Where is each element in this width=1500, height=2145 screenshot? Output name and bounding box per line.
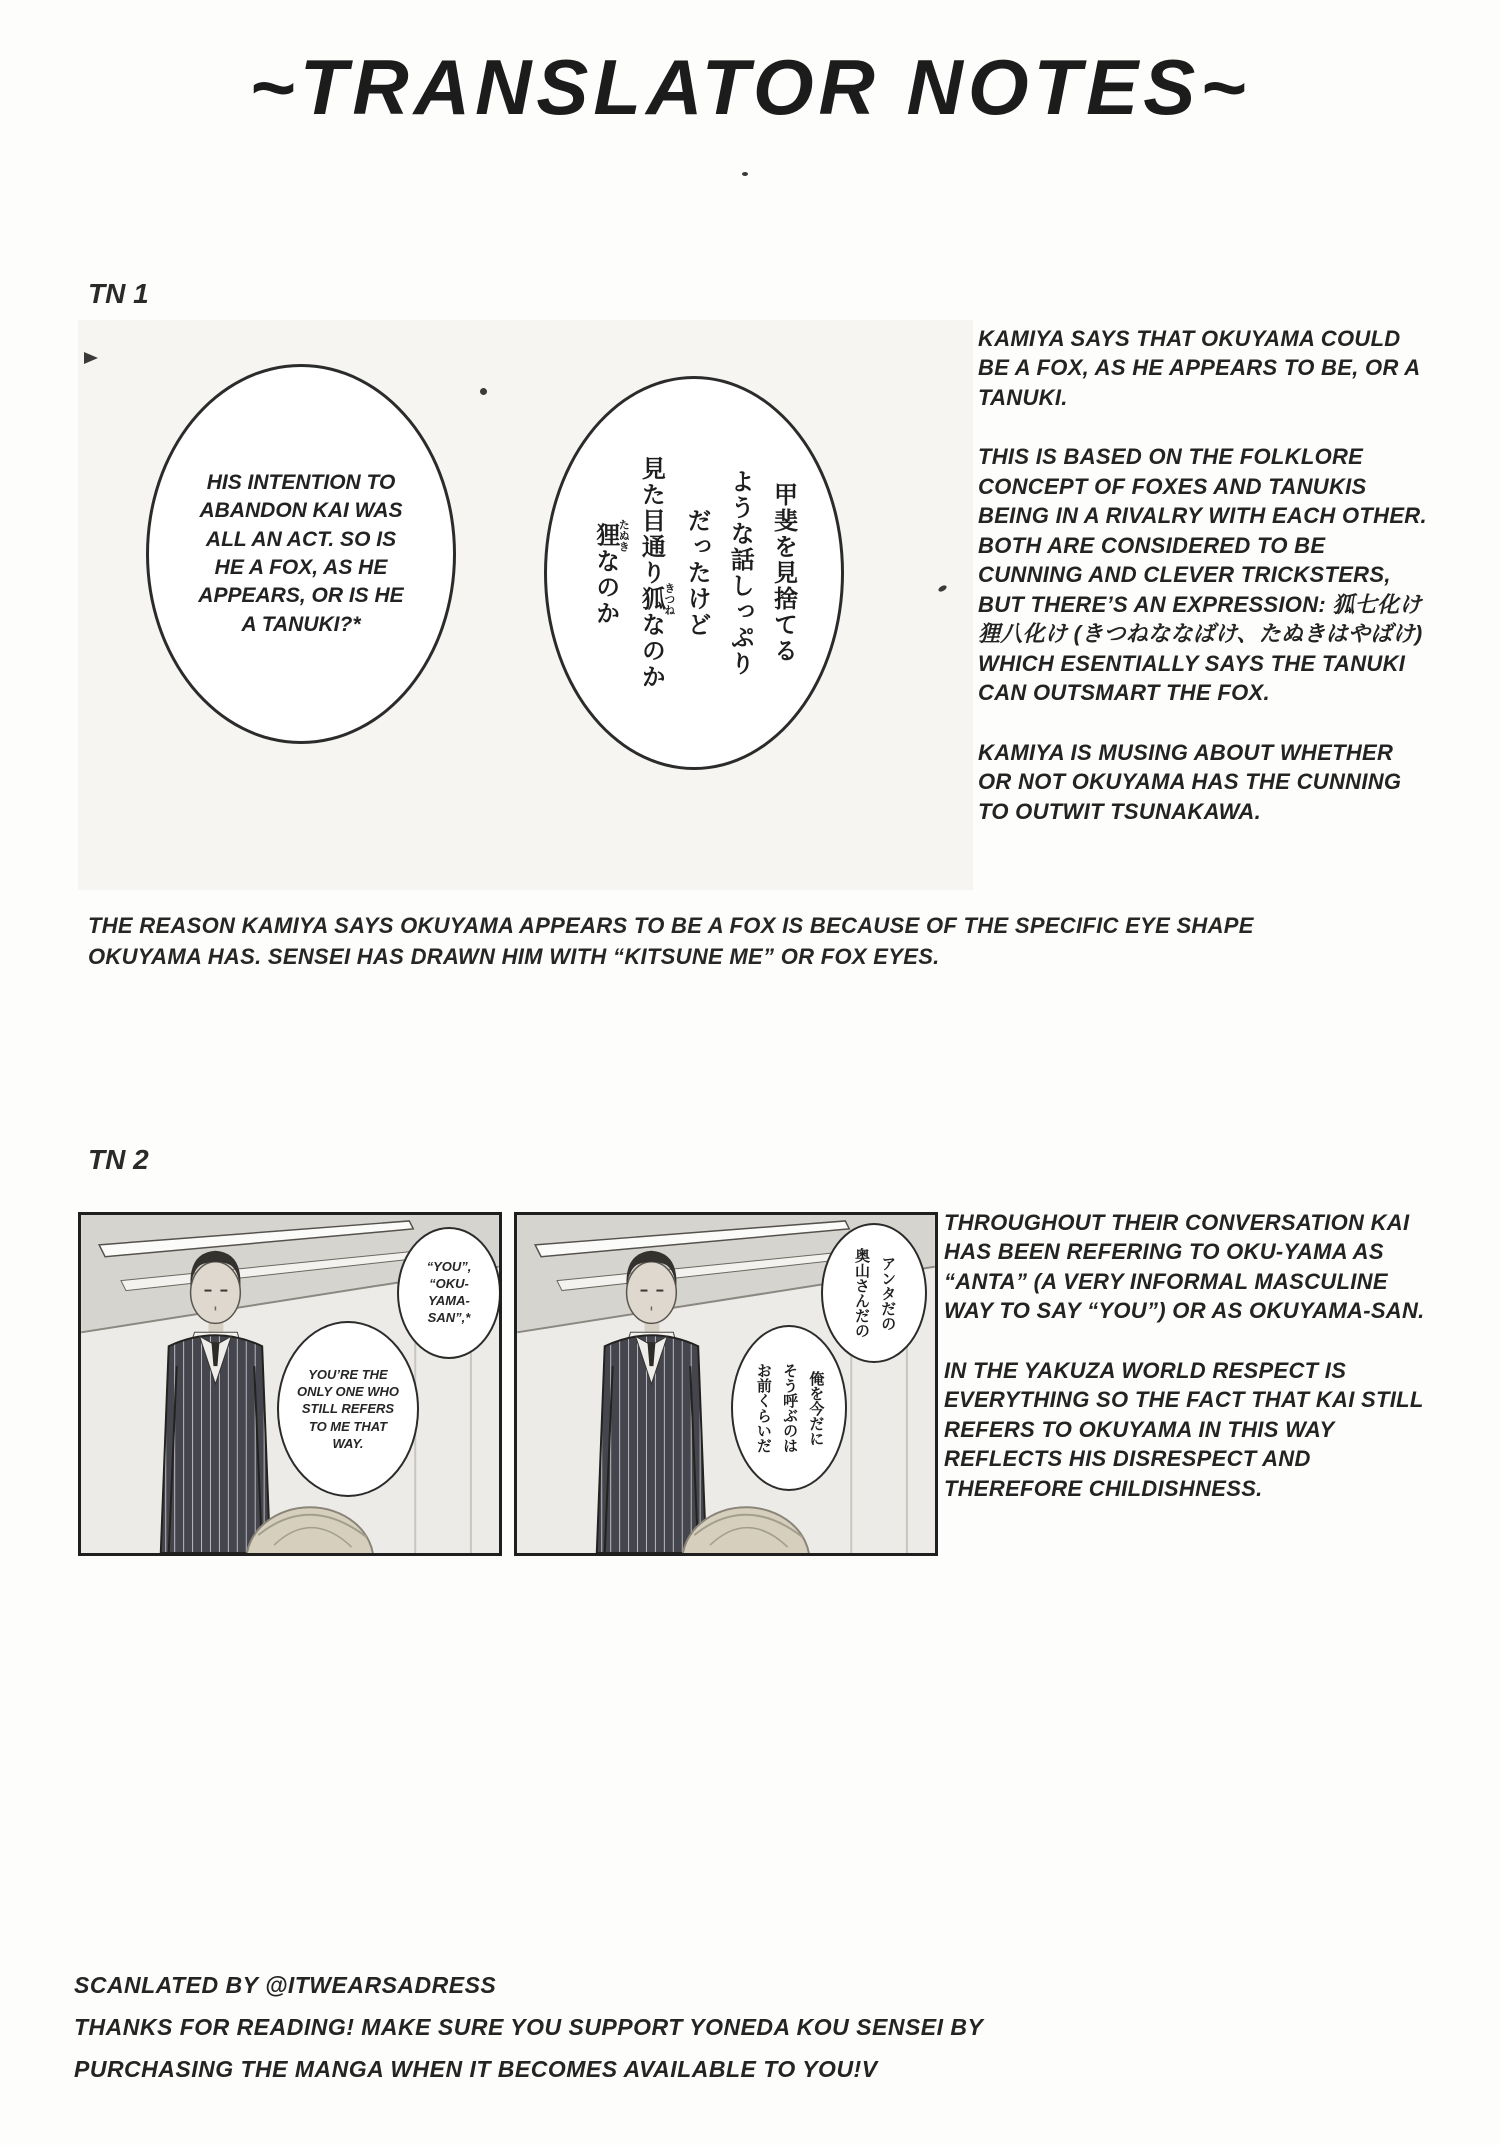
tn2-label: TN 2 — [88, 1144, 149, 1175]
tn1-footnote: THE REASON KAMIYA SAYS OKUYAMA APPEARS TO BE A FOX IS BECAUSE OF THE SPECIFIC EYE SHAPE OKUYAMA HAS. SENSEI HAS DRAWN HIM WITH “KITSUNE ME” OR FOX EYES. — [88, 913, 1254, 970]
panel2-bubble-top-text — [848, 1248, 901, 1338]
tn1-note-paragraph-1: KAMIYA SAYS THAT OKUYAMA COULD BE A FOX, AS HE APPEARS TO BE, OR A TANUKI. — [978, 326, 1420, 410]
scan-artifact-mark — [742, 172, 748, 176]
jp-line: 奥山さんだの — [853, 1248, 870, 1338]
jp-line: だったけど — [683, 508, 711, 638]
bubble-line: SAN”,* — [427, 1309, 471, 1325]
jp-line: お前くらいだ — [754, 1363, 772, 1453]
jp-furigana: きつね — [662, 582, 675, 616]
jp-kanji: 狸 — [591, 519, 619, 553]
tn1-note-paragraph-2: THIS IS BASED ON THE FOLKLORE CONCEPT OF FOXES AND TANUKIS BEING IN A RIVALRY WITH EACH OTHER. BOTH ARE CONSIDERED TO BE CUNNING AND CLEVER TRICKSTERS, BUT THERE’S AN EXPRESSION: 狐七化け狸八化け (きつねななばけ、たぬきはやばけ) WHICH ESENTIALLY SAYS THE TANUKI CAN OUTSMART THE FOX. — [978, 444, 1427, 706]
bubble-line: “YOU”, — [426, 1259, 472, 1275]
tn2-manga-panel-2 — [514, 1212, 938, 1556]
tn2-notes-column — [944, 1208, 1426, 1533]
furigana-kitsune — [637, 582, 675, 616]
panel1-speech-bubble-top — [397, 1227, 501, 1359]
jp-line: そう呼ぶのは — [781, 1363, 799, 1453]
tn2-note-paragraph-2: IN THE YAKUZA WORLD RESPECT IS EVERYTHING SO THE FACT THAT KAI STILL REFERS TO OKUYAMA IN THIS WAY REFLECTS HIS DISRESPECT AND THEREFORE CHILDISHNESS. — [944, 1357, 1424, 1501]
panel1-speech-bubble-bottom — [277, 1321, 419, 1497]
bubble-line: YAMA- — [428, 1293, 470, 1308]
bubble-line: “OKU- — [429, 1276, 469, 1292]
tn1-manga-scan — [78, 320, 973, 890]
jp-line: 甲斐を見捨てる — [769, 482, 797, 664]
jp-text-segment: 見た目通り — [637, 456, 665, 586]
panel2-speech-bubble-top — [821, 1223, 927, 1363]
furigana-tanuki — [591, 519, 630, 553]
jp-line: 俺を今だに — [807, 1370, 825, 1446]
tn1-bubble-japanese-text — [584, 456, 805, 690]
tn1-speech-bubble-japanese — [544, 376, 844, 770]
tn2-manga-panel-1 — [78, 1212, 502, 1556]
footer-support-line: PURCHASING THE MANGA WHEN IT BECOMES AVAILABLE TO YOU!V — [74, 2056, 878, 2082]
jp-line: ような話しっぷり — [726, 469, 754, 677]
tn1-speech-bubble-english — [146, 364, 456, 744]
panel2-speech-bubble-bottom — [731, 1325, 847, 1491]
panel1-bubble-top-text — [427, 1259, 472, 1327]
tn1-label: TN 1 — [88, 278, 149, 309]
jp-line — [629, 456, 675, 690]
footer-credits — [74, 1972, 983, 2098]
scan-artifact-mark — [84, 352, 98, 364]
tn2-note-paragraph-1: THROUGHOUT THEIR CONVERSATION KAI HAS BEEN REFERING TO OKU-YAMA AS “ANTA” (A VERY INFORMAL MASCULINE WAY TO SAY “YOU”) OR AS OKUYAMA-SAN. — [944, 1210, 1425, 1324]
tn1-bubble-english-text: HIS INTENTION TO ABANDON KAI WAS ALL AN ACT. SO IS HE A FOX, AS HE APPEARS, OR IS HE A TANUKI?* — [198, 470, 404, 636]
jp-text-segment: なのか — [591, 548, 619, 627]
tn1-notes-column — [978, 324, 1432, 856]
tn1-note-paragraph-3: KAMIYA IS MUSING ABOUT WHETHER OR NOT OKUYAMA HAS THE CUNNING TO OUTWIT TSUNAKAWA. — [978, 739, 1402, 824]
footer-scanlation-credit: SCANLATED BY @ITWEARSADRESS — [74, 1972, 497, 1998]
footer-thanks-line: THANKS FOR READING! MAKE SURE YOU SUPPORT YONEDA KOU SENSEI BY — [74, 2014, 984, 2040]
jp-line: アンタだの — [879, 1255, 897, 1331]
jp-line — [584, 456, 630, 690]
panel1-bubble-bottom-text: YOU’RE THE ONLY ONE WHO STILL REFERS TO ME THAT WAY. — [296, 1367, 400, 1451]
jp-furigana: たぬき — [617, 519, 630, 553]
page-title: ~TRANSLATOR NOTES~ — [249, 43, 1251, 131]
jp-text-segment: なのか — [637, 612, 665, 690]
panel2-bubble-bottom-text — [750, 1363, 829, 1453]
jp-kanji: 狐 — [637, 582, 665, 616]
